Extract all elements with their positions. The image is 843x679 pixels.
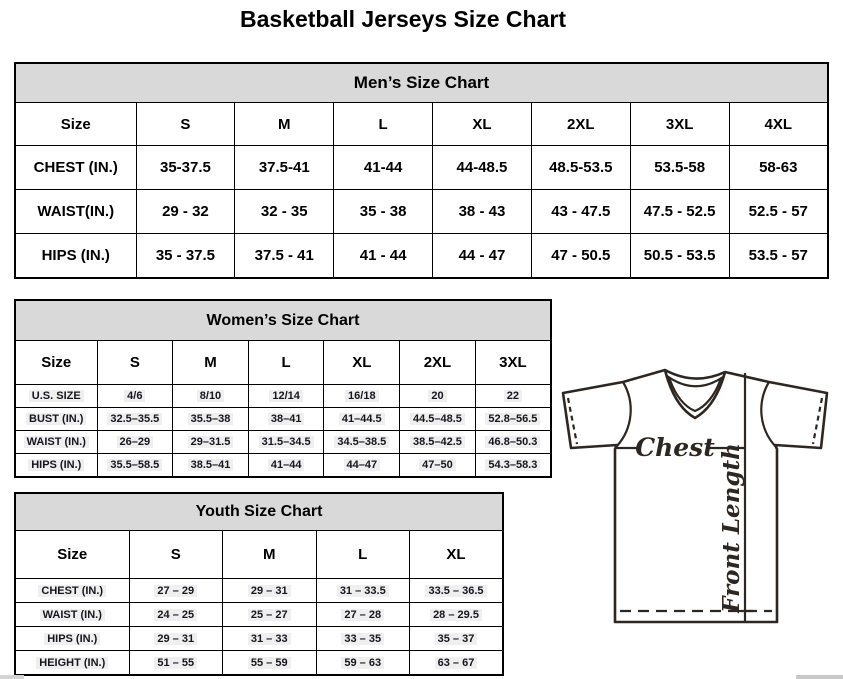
column-header: L (334, 103, 433, 146)
size-value-cell: 29 – 31 (129, 627, 223, 651)
size-value-cell: 38 - 43 (433, 190, 532, 234)
size-value-cell: 31 – 33 (223, 627, 317, 651)
size-value-cell: 26–29 (97, 431, 173, 454)
size-value-cell: 29 - 32 (136, 190, 235, 234)
size-value-cell: 35 - 37.5 (136, 234, 235, 279)
right-cuff-dashed-line (813, 398, 822, 444)
row-label: HIPS (IN.) (15, 627, 129, 651)
size-value-cell: 44-48.5 (433, 146, 532, 190)
column-header: S (129, 531, 223, 579)
size-value-cell: 35 – 37 (410, 627, 504, 651)
front-length-label: Front Length (718, 443, 745, 613)
table-title: Women’s Size Chart (15, 300, 551, 341)
chest-label: Chest (635, 433, 715, 462)
size-value-cell: 41-44 (334, 146, 433, 190)
table-row (15, 146, 828, 190)
size-column-header: Size (15, 103, 136, 146)
size-value-cell: 34.5–38.5 (324, 431, 400, 454)
column-header: S (136, 103, 235, 146)
column-header: XL (433, 103, 532, 146)
mens-size-table (14, 62, 829, 279)
size-value-cell: 50.5 - 53.5 (630, 234, 729, 279)
column-header: XL (410, 531, 504, 579)
row-label: WAIST(IN.) (15, 190, 136, 234)
cropped-gray-artifact-right (796, 675, 843, 679)
size-column-header: Size (15, 531, 129, 579)
left-armhole-seam (617, 382, 631, 446)
row-label: WAIST (IN.) (15, 431, 97, 454)
row-label: HIPS (IN.) (15, 234, 136, 279)
column-header: M (235, 103, 334, 146)
size-value-cell: 44 - 47 (433, 234, 532, 279)
row-label: HEIGHT (IN.) (15, 651, 129, 676)
column-header: 2XL (531, 103, 630, 146)
size-value-cell: 44.5–48.5 (400, 408, 476, 431)
row-label: BUST (IN.) (15, 408, 97, 431)
size-value-cell: 31 – 33.5 (316, 579, 410, 603)
size-value-cell: 24 – 25 (129, 603, 223, 627)
column-header: 3XL (630, 103, 729, 146)
column-header: M (223, 531, 317, 579)
size-value-cell: 35.5–38 (173, 408, 249, 431)
size-value-cell: 47–50 (400, 454, 476, 478)
jersey-measurement-diagram (555, 360, 843, 679)
jersey-outline-shape (563, 370, 827, 622)
size-column-header: Size (15, 341, 97, 385)
size-value-cell: 47.5 - 52.5 (630, 190, 729, 234)
table-row (15, 431, 551, 454)
column-header: 3XL (475, 341, 551, 385)
table-row (15, 234, 828, 279)
row-label: WAIST (IN.) (15, 603, 129, 627)
size-value-cell: 38.5–41 (173, 454, 249, 478)
size-value-cell: 59 – 63 (316, 651, 410, 676)
table-row (15, 603, 503, 627)
column-header: L (248, 341, 324, 385)
size-value-cell: 37.5-41 (235, 146, 334, 190)
cropped-gray-artifact-left (0, 675, 24, 679)
table-row (15, 454, 551, 478)
size-value-cell: 55 – 59 (223, 651, 317, 676)
size-value-cell: 38–41 (248, 408, 324, 431)
size-value-cell: 12/14 (248, 385, 324, 408)
size-value-cell: 33 – 35 (316, 627, 410, 651)
size-value-cell: 33.5 – 36.5 (410, 579, 504, 603)
table-row (15, 627, 503, 651)
size-value-cell: 48.5-53.5 (531, 146, 630, 190)
size-value-cell: 32 - 35 (235, 190, 334, 234)
column-header: XL (324, 341, 400, 385)
row-label: CHEST (IN.) (15, 579, 129, 603)
size-value-cell: 53.5 - 57 (729, 234, 828, 279)
row-label: HIPS (IN.) (15, 454, 97, 478)
size-value-cell: 47 - 50.5 (531, 234, 630, 279)
size-value-cell: 29–31.5 (173, 431, 249, 454)
right-armhole-seam (761, 382, 775, 446)
size-value-cell: 16/18 (324, 385, 400, 408)
table-row (15, 385, 551, 408)
size-value-cell: 4/6 (97, 385, 173, 408)
womens-size-table (14, 299, 552, 478)
size-value-cell: 52.8–56.5 (475, 408, 551, 431)
size-value-cell: 27 – 28 (316, 603, 410, 627)
size-value-cell: 35-37.5 (136, 146, 235, 190)
size-value-cell: 31.5–34.5 (248, 431, 324, 454)
size-value-cell: 46.8–50.3 (475, 431, 551, 454)
size-value-cell: 28 – 29.5 (410, 603, 504, 627)
column-header: M (173, 341, 249, 385)
size-value-cell: 8/10 (173, 385, 249, 408)
table-row (15, 579, 503, 603)
size-value-cell: 37.5 - 41 (235, 234, 334, 279)
size-value-cell: 51 – 55 (129, 651, 223, 676)
table-row (15, 190, 828, 234)
column-header: S (97, 341, 173, 385)
youth-size-table (14, 492, 504, 676)
size-value-cell: 63 – 67 (410, 651, 504, 676)
size-value-cell: 22 (475, 385, 551, 408)
size-value-cell: 41 - 44 (334, 234, 433, 279)
size-value-cell: 32.5–35.5 (97, 408, 173, 431)
size-value-cell: 44–47 (324, 454, 400, 478)
size-value-cell: 25 – 27 (223, 603, 317, 627)
size-value-cell: 52.5 - 57 (729, 190, 828, 234)
table-row (15, 408, 551, 431)
table-title: Youth Size Chart (15, 493, 503, 531)
table-title: Men’s Size Chart (15, 63, 828, 103)
size-value-cell: 54.3–58.3 (475, 454, 551, 478)
row-label: CHEST (IN.) (15, 146, 136, 190)
size-value-cell: 58-63 (729, 146, 828, 190)
column-header: 2XL (400, 341, 476, 385)
row-label: U.S. SIZE (15, 385, 97, 408)
size-value-cell: 35.5–58.5 (97, 454, 173, 478)
table-row (15, 651, 503, 676)
size-value-cell: 43 - 47.5 (531, 190, 630, 234)
size-value-cell: 41–44 (248, 454, 324, 478)
size-value-cell: 41–44.5 (324, 408, 400, 431)
page-title: Basketball Jerseys Size Chart (239, 6, 566, 32)
column-header: 4XL (729, 103, 828, 146)
size-value-cell: 53.5-58 (630, 146, 729, 190)
size-value-cell: 35 - 38 (334, 190, 433, 234)
size-value-cell: 38.5–42.5 (400, 431, 476, 454)
column-header: L (316, 531, 410, 579)
size-value-cell: 27 – 29 (129, 579, 223, 603)
size-value-cell: 29 – 31 (223, 579, 317, 603)
size-value-cell: 20 (400, 385, 476, 408)
